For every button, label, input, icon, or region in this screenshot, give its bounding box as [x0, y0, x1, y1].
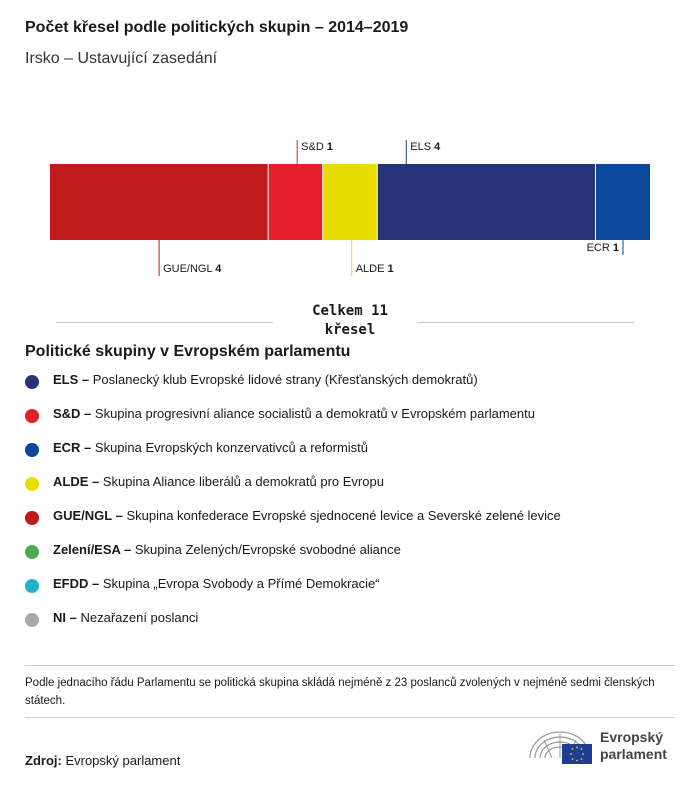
bar-label-alde: ALDE 1: [355, 263, 394, 275]
legend-abbr: Zelení/ESA –: [53, 542, 135, 557]
stacked-seat-bar-chart: [0, 130, 700, 290]
legend-item-ecr: [25, 440, 685, 474]
legend-abbr: ECR –: [53, 440, 95, 455]
legend-dot-icon: [25, 579, 39, 593]
bar-segment-els: [377, 164, 595, 240]
total-divider-right: [418, 322, 634, 323]
legend-item-ni: [25, 610, 685, 644]
total-seats-label: [283, 302, 417, 340]
source-line: [25, 753, 180, 768]
chart-subtitle: Irsko – Ustavující zasedání: [25, 50, 218, 67]
legend-dot-icon: [25, 443, 39, 457]
footnote: Podle jednacího řádu Parlamentu se politická skupina skládá nejméně z 23 poslanců zvolených v nejméně sedmi členských státech.: [25, 677, 655, 707]
legend-item-gue-ngl: [25, 508, 685, 542]
legend-title: Politické skupiny v Evropském parlamentu: [25, 343, 351, 360]
legend-item-greens-efa: [25, 542, 685, 576]
legend-item-sd: [25, 406, 685, 440]
source-label: Zdroj:: [25, 753, 62, 768]
bar-segment-ecr: [595, 164, 650, 240]
legend-description: Poslanecký klub Evropské lidové strany (Křesťanských demokratů): [92, 372, 478, 387]
legend-dot-icon: [25, 545, 39, 559]
total-divider-left: [56, 322, 273, 323]
legend-description: Skupina Zelených/Evropské svobodné aliance: [134, 542, 401, 557]
legend-description: Skupina Aliance liberálů a demokratů pro Evropu: [102, 474, 384, 489]
legend-dot-icon: [25, 613, 39, 627]
legend-abbr: ALDE –: [53, 474, 103, 489]
logo-line1: Evropský: [600, 729, 664, 745]
legend-abbr: ELS –: [53, 372, 93, 387]
chart-title: Počet křesel podle politických skupin – 2014–2019: [25, 19, 409, 36]
legend-item-efdd: [25, 576, 685, 610]
legend-dot-icon: [25, 375, 39, 389]
legend-description: Skupina progresivní aliance socialistů a demokratů v Evropském parlamentu: [94, 406, 535, 421]
legend-dot-icon: [25, 477, 39, 491]
source-value: Evropský parlament: [65, 753, 181, 768]
legend-abbr: EFDD –: [53, 576, 103, 591]
legend-item-alde: [25, 474, 685, 508]
legend: [25, 372, 685, 644]
total-seats-line2: křesel: [324, 322, 376, 338]
logo-line2: parlament: [600, 746, 667, 762]
legend-item-els: [25, 372, 685, 406]
european-parliament-logo: [528, 728, 678, 768]
legend-description: Skupina konfederace Evropské sjednocené levice a Severské zelené levice: [126, 508, 561, 523]
legend-description: Skupina „Evropa Svobody a Přímé Demokracie“: [102, 576, 380, 591]
footer-divider-bottom: [25, 717, 675, 718]
legend-abbr: S&D –: [53, 406, 95, 421]
logo-wordmark: [600, 729, 667, 763]
bar-label-els: ELS 4: [410, 141, 441, 153]
bar-segment-alde: [323, 164, 378, 240]
bar-segment-s-d: [268, 164, 323, 240]
legend-dot-icon: [25, 511, 39, 525]
parliament-hemicycle-icon: [528, 728, 594, 768]
legend-dot-icon: [25, 409, 39, 423]
footer-divider-top: [25, 665, 675, 666]
bar-label-ecr: ECR 1: [586, 242, 619, 254]
bar-segment-gue-ngl: [50, 164, 268, 240]
legend-description: Skupina Evropských konzervativců a reformistů: [94, 440, 369, 455]
legend-abbr: NI –: [53, 610, 81, 625]
legend-description: Nezařazení poslanci: [80, 610, 199, 625]
legend-abbr: GUE/NGL –: [53, 508, 127, 523]
bar-label-s-d: S&D 1: [301, 141, 333, 153]
total-seats-line1: Celkem 11: [312, 303, 388, 319]
bar-label-gue-ngl: GUE/NGL 4: [163, 263, 222, 275]
